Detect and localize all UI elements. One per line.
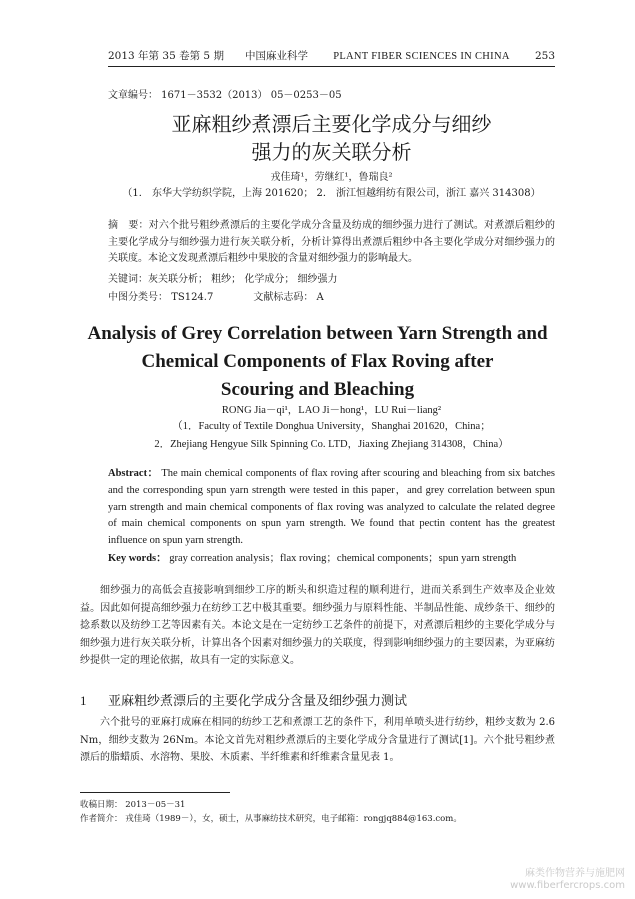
abstract-en [108,466,555,550]
title-cn [108,110,555,166]
running-head [108,48,555,63]
watermark [510,868,625,892]
keywords-cn [108,270,555,285]
clc-label: 中图分类号： [108,292,168,303]
clc-value: TS124.7 [171,292,214,303]
footnote-rule [80,792,230,793]
affiliation-en-line-1: （1．Faculty of Textile Donghua University，Shanghai 201620，China； [172,421,491,432]
section-1-number: 1 [80,693,87,708]
watermark-line-1: 麻类作物营养与施肥网 [525,868,625,879]
title-cn-line-1: 亚麻粗纱煮漂后主要化学成分与细纱 [171,112,492,136]
footnote [80,798,555,826]
keywords-cn-text: 灰关联分析； 粗纱； 化学成分； 细纱强力 [148,274,338,285]
title-cn-line-2: 强力的灰关联分析 [251,140,412,164]
keywords-en-label: Key words： [108,553,167,564]
affiliation-en-line-2: 2．Zhejiang Hengyue Silk Spinning Co. LTD，Jiaxing Zhejiang 314308，China） [154,439,509,450]
section-1-title: 亚麻粗纱煮漂后的主要化学成分含量及细纱强力测试 [108,694,408,709]
title-en-line-1: Analysis of Grey Correlation between Yarn Strength and [87,323,548,344]
keywords-en [108,550,555,565]
journal-name-cn: 2013 年第 35 卷第 5 期 中国麻业科学 [108,50,308,62]
journal-name-en: PLANT FIBER SCIENCES IN CHINA [333,51,510,62]
title-en [80,320,555,404]
section-1-paragraph: 六个批号的亚麻打成麻在相同的纺纱工艺和煮漂工艺的条件下，利用单喷头进行纺纱，粗纱支数为 2.6 Nm，细纱支数为 26Nm。本论文首先对粗纱煮漂后的主要化学成分含量进行了测试[1]。六个批号粗纱煮漂后的脂蜡质、水溶物、果胶、木质素、半纤维素和纤维素含量见表 1。 [80,717,555,763]
abstract-cn-text: 对六个批号粗纱煮漂后的主要化学成分含量及纺成的细纱强力进行了测试。对煮漂后粗纱的主要化学成分与细纱强力进行灰关联分析，分析计算得出煮漂后粗纱中各主要化学成分对细纱强力的关联度。本论文发现煮漂后粗纱中果胶的含量对细纱强力的影响最大。 [108,220,556,264]
abstract-en-text: The main chemical components of flax roving after scouring and bleaching from six batches and the corresponding spun yarn strength were tested in this paper，and grey correlation between spun yarn strength and main chemical components of flax roving was analyzed to calculate the related degree of main chemical components on spun yarn strength. We found that pectin content has the greatest influence on spun yarn strength. [108,468,555,547]
abstract-en-label: Abstract： [108,468,159,479]
clc-number [108,288,213,303]
classification-cn [108,288,555,303]
article-number: 文章编号： 1671－3532（2013） 05－0253－05 [108,90,342,101]
affiliation-cn: （1． 东华大学纺织学院，上海 201620； 2． 浙江恒越绢纺有限公司，浙江 嘉兴 314308） [122,188,541,199]
doc-code-value: A [316,292,324,303]
document-code [253,288,323,303]
affiliation-en [108,418,555,454]
intro-paragraph: 细纱强力的高低会直接影响到细纱工序的断头和织造过程的顺利进行，进而关系到生产效率及企业效益。因此如何提高细纱强力在纺纱工艺中极其重要。细纱强力与原料性能、半制品性能、成纱条干、细纱的捻系数以及纺纱工艺等因素有关。本论文是在一定纺纱工艺条件的前提下，对煮漂后粗纱的主要化学成分与细纱强力进行灰关联分析，计算出各个因素对细纱强力的关联度，得到影响细纱强力的主要因素，为亚麻纺纱提供一定的理论依据，故具有一定的实际意义。 [80,585,555,666]
doc-code-label: 文献标志码： [253,292,314,303]
keywords-cn-label: 关键词： [108,274,148,285]
keywords-en-text: gray correation analysis；flax roving；chemical components；spun yarn strength [169,553,517,564]
authors-cn: 戎佳琦¹，劳继红¹，鲁瑞良² [270,172,393,183]
header-rule [108,66,555,67]
title-en-line-3: Scouring and Bleaching [220,379,415,400]
abstract-cn-label: 摘 要： [108,220,149,231]
page-number: 253 [534,50,555,62]
watermark-line-2: www.fiberfercrops.com [510,880,625,891]
abstract-cn [108,218,555,268]
authors-en: RONG Jia－qi¹，LAO Ji－hong¹，LU Rui－liang² [221,405,442,416]
received-date: 收稿日期： 2013－05－31 [80,800,186,810]
author-intro: 作者简介： 戎佳琦（1989－），女，硕士，从事麻纺技术研究，电子邮箱：rongjq884@163.com。 [80,814,462,824]
section-1-heading [80,690,555,709]
title-en-line-2: Chemical Components of Flax Roving after [141,351,494,372]
